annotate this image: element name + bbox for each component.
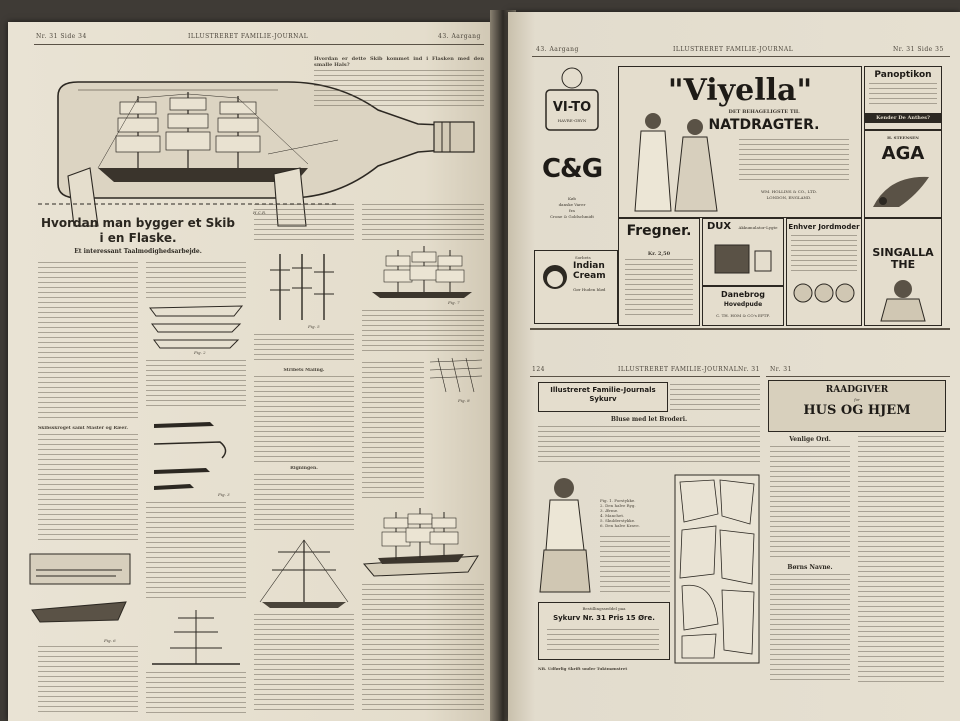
hull-drawings [26,550,136,640]
baby-faces-illustration [791,279,857,309]
fig-item-6: 6. Den halve Krave. [600,523,640,528]
article-title-line2: i en Flaske. [99,231,177,245]
sykurv-article-title: Bluse med let Broderi. [610,416,688,423]
raad-col2-body [858,436,944,686]
ad-vito [534,64,610,134]
top-caption: Hvordan er dette Skib kommet ind i Flasken med den smalle Hals? [314,56,484,68]
hull-templates [148,300,244,350]
sykurv-article-body [538,426,760,466]
indian-brand: Indian Cream [573,261,606,281]
col3-text-5 [254,614,354,714]
article-subtitle: Et interessant Taalmodighedsarbejde. [74,248,202,255]
top-caption-body [314,70,484,108]
jordmoder-brand: Enhver Jordmoder [788,223,860,231]
col2-text [146,262,246,298]
fig-label-5: Fig. 5 [308,324,320,329]
ad-danebrog [702,286,784,326]
danebrog-shop: C. TH. HOM & CO's EFTF. [716,313,770,318]
cg-line3: fra [569,208,575,213]
col3-text [254,204,354,244]
sykurv-intro-right [670,384,760,410]
panoptikon-brand: Panoptikon [874,70,932,80]
col3-text-2 [254,334,354,364]
article-title-line1: Hvordan man bygger et Skib [41,216,235,230]
aga-brand: AGA [881,143,925,164]
ship-sails-drawing [368,244,480,302]
left-header-rule [34,44,484,45]
fig-label-2: Fig. 2 [194,350,206,355]
fregner-brand: Fregner. [626,223,692,239]
rigging-threads-drawing [428,356,484,396]
right-running-head: ILLUSTRERET FAMILIE-JOURNAL [673,46,794,53]
fig-item-3: 3. Ærme. [600,508,619,513]
col1-text [38,262,138,420]
raad-banner-main: HUS OG HJEM [803,403,911,418]
left-page-number: Nr. 31 Side 34 [36,33,87,40]
pattern-form-lines [547,629,659,653]
viyella-tag2: NATDRAGTER. [708,117,820,133]
col4-text-3 [362,362,424,502]
sykurv-title: Illustreret Familie-Journals Sykurv [550,386,656,403]
left-volume: 43. Aargang [438,33,481,40]
sail-drawing-small [148,608,244,668]
lamp-icon [711,239,775,279]
ad-singalla [864,218,942,326]
raad-header-rule [766,376,950,377]
sykurv-banner [538,382,668,412]
fregner-price: Kr. 2,50 [647,251,671,257]
right-page [508,12,960,721]
col3-text-3 [254,376,354,462]
blouse-woman-illustration [538,474,594,594]
fig-label-6: Fig. 6 [104,638,116,643]
fig-item-5: 5. Skulderstykke. [600,518,636,523]
danebrog-brand: Danebrog [720,290,766,299]
section-paint-heading: Stribets Maling. [283,368,325,373]
tools-drawing [150,414,242,494]
vito-brand: VI-TO [552,100,592,115]
col3-text-4 [254,474,354,534]
lower-issue: Nr. 31 [738,366,760,373]
viyella-body [739,139,849,181]
fig-label-3: Fig. 3 [218,492,230,497]
rigging-drawing [258,538,350,608]
blouse-fig-list [600,498,670,528]
sykurv-instructions [600,536,670,592]
ad-panoptikon [864,66,942,130]
singalla-brand: SINGALLA THE [872,246,934,271]
section-rigging-heading: Rigningen. [290,466,318,471]
viyella-city: LONDON, ENGLAND. [766,195,812,200]
pattern-title: Sykurv Nr. 31 Pris 15 Øre. [553,614,655,622]
ad-aga [864,130,942,218]
lower-running-head: ILLUSTRERET FAMILIE-JOURNAL [618,366,739,373]
danebrog-sub: Hovedpude [723,301,763,308]
col4-text-4 [362,584,484,712]
raad-col1-body [770,446,850,558]
pattern-order-form [538,602,670,660]
ad-crone-goldschmidt [536,140,608,248]
panoptikon-body [869,83,937,107]
fig-label-7: Fig. 7 [448,300,460,305]
mast-assembly-drawing [266,250,346,324]
vito-tag: HAVRE-GRYN [557,118,587,123]
right-volume: 43. Aargang [536,46,579,53]
right-header-rule [532,56,950,57]
jordmoder-body [791,235,857,275]
left-page [8,22,498,721]
viyella-brand: "Viyella" [667,73,813,108]
fregner-body [625,259,693,319]
indian-tag: Gør Huden blød [573,287,606,292]
raad-head-2: Børns Navne. [787,564,833,571]
aga-sub: H. STEENSEN [887,135,919,140]
col2-text-2 [146,360,246,410]
lower-header-rule [530,376,760,377]
raad-col1-body-2 [770,574,850,684]
sykurv-footnote: NB. Udførlig Skrift under Tuktmønstret [538,666,628,671]
fig-item-2: 2. Den halve Ryg. [600,503,636,508]
dux-sub: Akkumulator-Lygte [738,225,778,230]
fig-item-4: 4. Manchet. [600,513,625,518]
raad-banner-top: RAADGIVER [825,385,889,395]
col4-text-2 [362,310,484,352]
raad-head-1: Venlige Ord. [789,436,831,443]
ad-fregner [618,218,700,326]
viyella-tag: DET BEHAGELIGSTE TIL [728,109,800,115]
ads-bottom-rule [530,328,950,330]
col1-text-3 [38,646,138,716]
col2-text-3 [146,502,246,602]
peacock-illustration [869,171,937,213]
ad-dux [702,218,784,286]
sewing-pattern-sheet [674,474,760,664]
col1-text-2 [38,434,138,544]
cg-line2: danske Varer [558,202,586,207]
dux-brand: DUX [707,221,732,232]
panoptikon-sub: Kender De Anthes? [865,113,941,123]
ad-indian-cream [534,250,618,324]
ad-viyella [618,66,862,218]
viyella-maker: WM. HOLLINS & CO., LTD. [760,189,817,194]
right-page-number: Nr. 31 Side 35 [893,46,944,53]
cg-line1: Køb [568,196,576,201]
cg-brand: C&G [541,154,603,184]
artist-signature: H.C.R. [253,210,267,215]
indian-face-icon [539,261,571,301]
cg-line4: Crone & Goldschmidt [550,214,594,219]
viyella-women-illustration [625,107,725,213]
indian-pre: Sorbets [575,255,591,260]
fig-label-8: Fig. 8 [458,398,470,403]
finished-ship-drawing [358,504,484,580]
fig-item-1: Fig. 1. Forstykke. [600,498,636,503]
tea-woman-illustration [873,277,933,321]
raad-banner-for: for [854,397,860,402]
lower-page-number: 124 [532,366,545,373]
left-running-head: ILLUSTRERET FAMILIE-JOURNAL [188,33,309,40]
section-hull-heading: Skibsskroget samt Master og Ræer. [38,426,128,431]
col4-text [362,204,484,240]
raad-issue: Nr. 31 [770,366,792,373]
col2-text-4 [146,672,246,716]
pattern-pre: Bestillingsseddel paa [582,606,626,611]
ad-jordmoder [786,218,862,326]
raadgiver-banner [768,380,946,432]
